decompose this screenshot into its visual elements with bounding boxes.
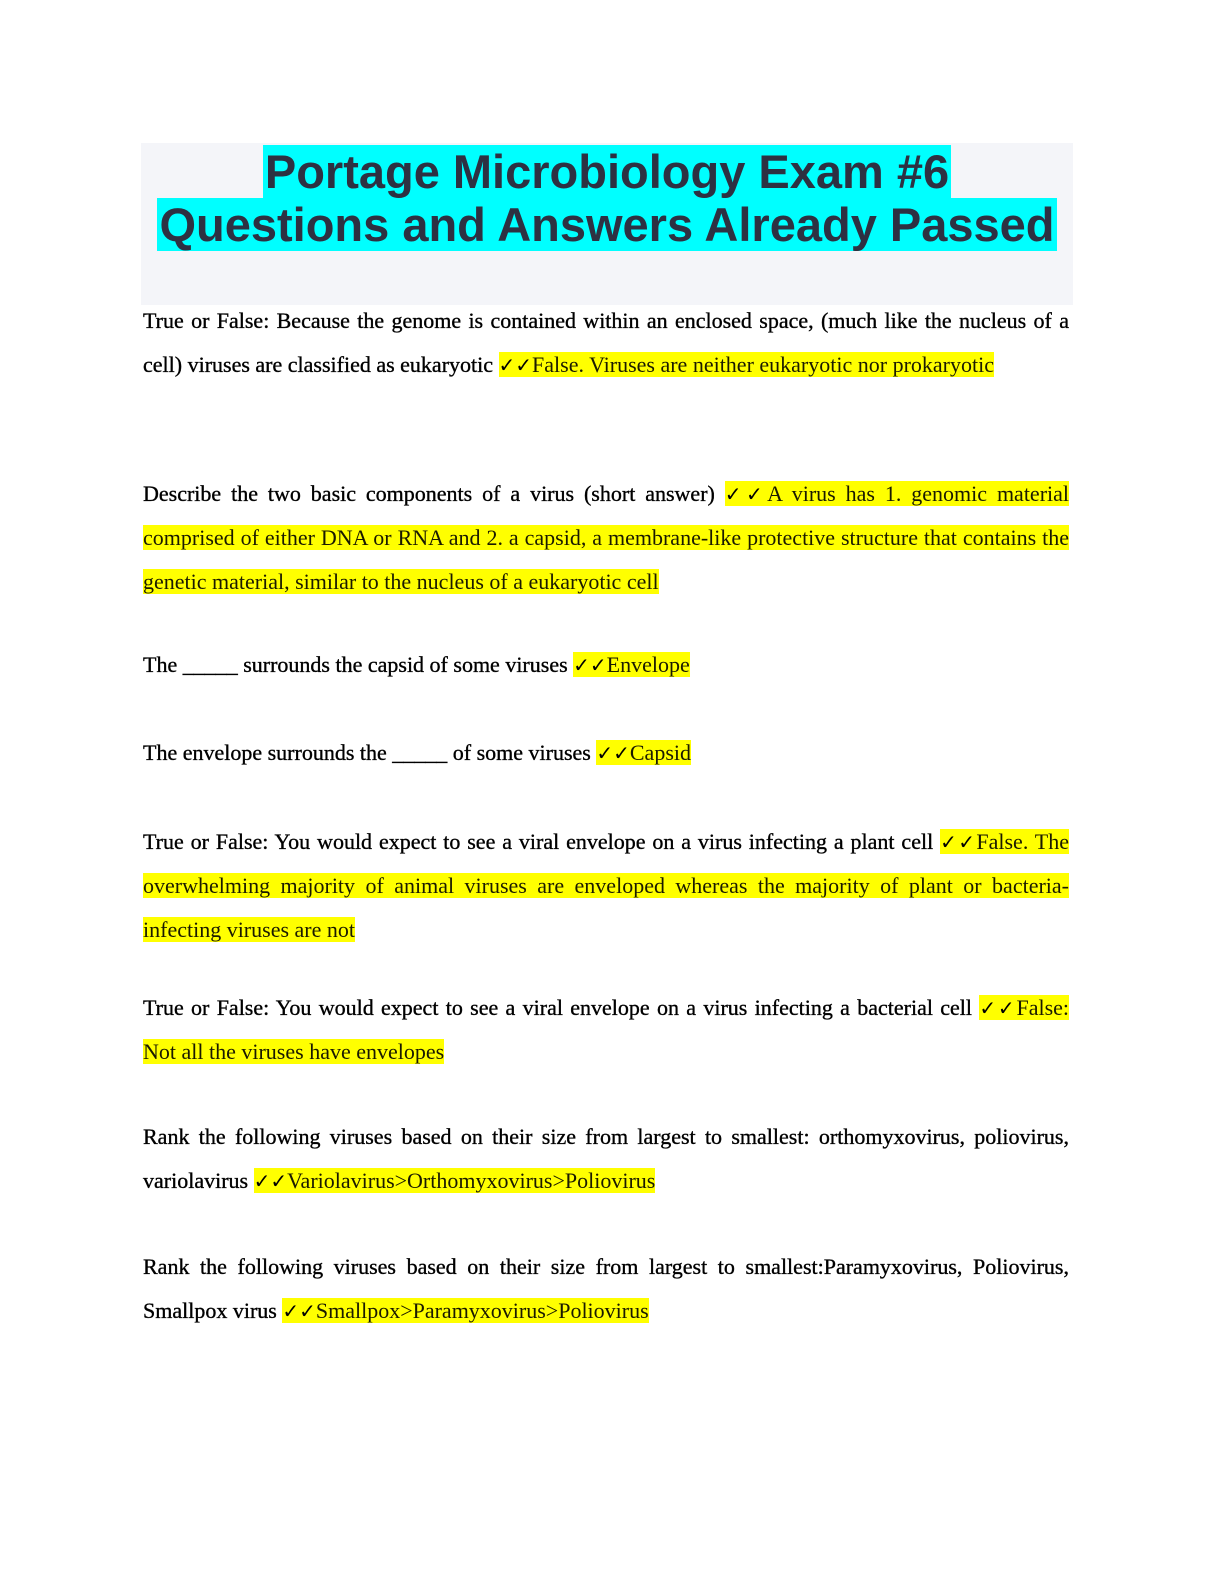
question-text: True or False: Because the genome is contained within an enclosed space, (much like the nucleus of a cell) viruses are classified as eukaryotic xyxy=(143,308,1069,377)
qa-item-2 xyxy=(143,472,1069,604)
question-text: The _____ surrounds the capsid of some viruses xyxy=(143,652,568,677)
answer-text: False: Not all the viruses have envelopes xyxy=(143,995,1070,1064)
qa-item-5 xyxy=(143,820,1069,952)
answer-text: Variolavirus>Orthomyxovirus>Poliovirus xyxy=(287,1168,656,1193)
double-check-icon: ✓✓ xyxy=(498,353,533,377)
question-text: Rank the following viruses based on their size from largest to smallest: orthomyxovirus, poliovirus, variolavirus xyxy=(143,1124,1069,1193)
answer-highlight xyxy=(596,740,691,765)
answer-text: A virus has 1. genomic material comprised of either DNA or RNA and 2. a capsid, a membrane-like protective structure that contains the genetic material, similar to the nucleus of a eukaryotic cell xyxy=(143,481,1070,594)
answer-text: Smallpox>Paramyxovirus>Poliovirus xyxy=(315,1298,649,1323)
question-text: True or False: You would expect to see a viral envelope on a virus infecting a plant cell xyxy=(143,829,934,854)
double-check-icon: ✓✓ xyxy=(979,996,1017,1020)
double-check-icon: ✓✓ xyxy=(596,741,630,765)
qa-item-7 xyxy=(143,1115,1069,1203)
question-text: Describe the two basic components of a virus (short answer) xyxy=(143,481,715,506)
double-check-icon: ✓✓ xyxy=(282,1299,316,1323)
answer-text: False. The overwhelming majority of animal viruses are enveloped whereas the majority of plant or bacteria-infecting viruses are not xyxy=(143,829,1070,942)
answer-text: False. Viruses are neither eukaryotic nor prokaryotic xyxy=(532,352,994,377)
answer-text: Capsid xyxy=(629,740,691,765)
title-line-2-text: Questions and Answers Already Passed xyxy=(159,198,1055,251)
answer-highlight xyxy=(282,1298,648,1323)
answer-highlight xyxy=(573,652,690,677)
answer-text: Envelope xyxy=(606,652,690,677)
double-check-icon: ✓✓ xyxy=(573,653,607,677)
question-text: True or False: You would expect to see a viral envelope on a virus infecting a bacterial cell xyxy=(143,995,973,1020)
title-header-box xyxy=(141,143,1073,305)
qa-item-3 xyxy=(143,643,1069,687)
question-text: The envelope surrounds the _____ of some viruses xyxy=(143,740,591,765)
title-line-1-text: Portage Microbiology Exam #6 xyxy=(264,145,950,198)
title-line-1 xyxy=(141,145,1073,199)
double-check-icon: ✓✓ xyxy=(940,830,977,854)
answer-highlight xyxy=(254,1168,656,1193)
qa-item-8 xyxy=(143,1245,1069,1333)
question-text: Rank the following viruses based on their size from largest to smallest:Paramyxovirus, Poliovirus, Smallpox virus xyxy=(143,1254,1069,1323)
title-line-2 xyxy=(141,198,1073,252)
double-check-icon: ✓✓ xyxy=(724,482,768,506)
double-check-icon: ✓✓ xyxy=(253,1169,288,1193)
answer-highlight xyxy=(499,352,994,377)
qa-item-4 xyxy=(143,731,1069,775)
qa-item-6 xyxy=(143,986,1069,1074)
qa-item-1 xyxy=(143,299,1069,387)
